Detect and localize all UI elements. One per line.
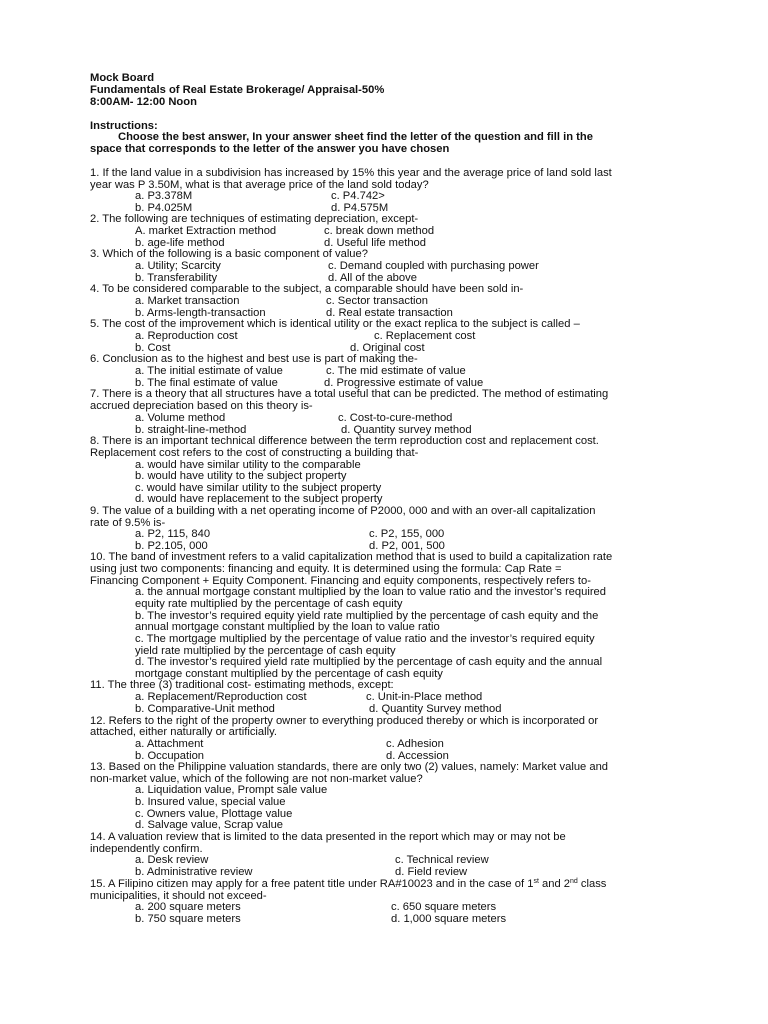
question-7-text: 7. There is a theory that all structures have a total useful that can be predicted. The method of estimating: [90, 388, 609, 400]
q11-option-c: c. Unit-in-Place method: [366, 691, 483, 703]
q7-option-b: b. straight-line-method: [135, 424, 247, 436]
question-10-text-cont-1: using just two components: financing and equity. It is determined using the formula: Cap Rate =: [90, 563, 562, 575]
question-12-text: 12. Refers to the right of the property owner to everything produced thereby or which is incorporated or: [90, 715, 599, 727]
question-9-text: 9. The value of a building with a net operating income of P2000, 000 and with an over-all capitalization: [90, 505, 596, 517]
q14-option-c: c. Technical review: [395, 854, 489, 866]
q2-option-a: A. market Extraction method: [135, 225, 277, 237]
q10-option-b: b. The investor’s required equity yield rate multiplied by the percentage of cash equity and the: [135, 610, 599, 622]
q5-option-d: d. Original cost: [350, 342, 425, 354]
q4-option-d: d. Real estate transaction: [326, 307, 453, 319]
q3-option-c: c. Demand coupled with purchasing power: [328, 260, 539, 272]
q1-option-c: c. P4.742>: [331, 190, 385, 202]
q15-text-part: 15. A Filipino citizen may apply for a free patent title under RA#10023 and in the case of 1: [90, 878, 534, 890]
q4-option-c: c. Sector transaction: [326, 295, 428, 307]
q8-option-a: a. would have similar utility to the comparable: [135, 459, 361, 471]
q8-option-d: d. would have replacement to the subject property: [135, 493, 383, 505]
q14-option-b: b. Administrative review: [135, 866, 253, 878]
q15-text-part: and 2: [538, 878, 570, 890]
q12-option-d: d. Accession: [386, 750, 449, 762]
q15-option-a: a. 200 square meters: [135, 901, 241, 913]
q4-option-a: a. Market transaction: [135, 295, 240, 307]
q6-option-c: c. The mid estimate of value: [326, 365, 466, 377]
superscript-st: st: [533, 878, 539, 885]
q5-option-a: a. Reproduction cost: [135, 330, 238, 342]
q14-option-a: a. Desk review: [135, 854, 209, 866]
q6-option-d: d. Progressive estimate of value: [324, 377, 484, 389]
question-9-text-cont: rate of 9.5% is-: [90, 517, 166, 529]
q7-option-c: c. Cost-to-cure-method: [338, 412, 453, 424]
question-8-text: 8. There is an important technical difference between the term reproduction cost and replacement cost.: [90, 435, 599, 447]
q11-option-d: d. Quantity Survey method: [369, 703, 502, 715]
q6-option-b: b. The final estimate of value: [135, 377, 278, 389]
question-2-text: 2. The following are techniques of estimating depreciation, except-: [90, 213, 419, 225]
question-4-text: 4. To be considered comparable to the subject, a comparable should have been sold in-: [90, 283, 524, 295]
question-12-text-cont: attached, either naturally or artificially.: [90, 726, 277, 738]
question-14-text: 14. A valuation review that is limited to the data presented in the report which may or may not be: [90, 831, 566, 843]
q10-option-b-cont: annual mortgage constant multiplied by the loan to value ratio: [135, 621, 440, 633]
question-15-text: [90, 878, 606, 890]
q12-option-a: a. Attachment: [135, 738, 204, 750]
q13-option-c: c. Owners value, Plottage value: [135, 808, 293, 820]
q10-option-d-cont: mortgage constant multiplied by the percentage of cash equity: [135, 668, 443, 680]
q13-option-d: d. Salvage value, Scrap value: [135, 819, 284, 831]
question-1-text-cont: year was P 3.50M, what is that average price of the land sold today?: [90, 179, 429, 191]
q5-option-b: b. Cost: [135, 342, 171, 354]
question-13-text-cont: non-market value, which of the following are not non-market value?: [90, 773, 423, 785]
q3-option-d: d. All of the above: [328, 272, 417, 284]
q5-option-c: c. Replacement cost: [374, 330, 476, 342]
q1-option-d: d. P4.575M: [331, 202, 389, 214]
q3-option-b: b. Transferability: [135, 272, 218, 284]
q15-text-part: class: [577, 878, 607, 890]
q7-option-a: a. Volume method: [135, 412, 226, 424]
q10-option-c: c. The mortgage multiplied by the percentage of value ratio and the investor’s required equity: [135, 633, 595, 645]
q15-option-d: d. 1,000 square meters: [391, 913, 507, 925]
question-7-text-cont: accrued depreciation based on this theory is-: [90, 400, 313, 412]
question-5-text: 5. The cost of the improvement which is identical utility or the exact replica to the subject is called –: [90, 318, 580, 330]
q7-option-d: d. Quantity survey method: [341, 424, 472, 436]
q10-option-a: a. the annual mortgage constant multiplied by the loan to value ratio and the investor’s required: [135, 586, 607, 598]
q2-option-b: b. age-life method: [135, 237, 225, 249]
question-8-text-cont: Replacement cost refers to the cost of constructing a building that-: [90, 447, 419, 459]
instructions-label: Instructions:: [90, 120, 158, 132]
question-10-text: 10. The band of investment refers to a valid capitalization method that is used to build a capitalization rate: [90, 551, 613, 563]
q6-option-a: a. The initial estimate of value: [135, 365, 283, 377]
instructions-line-1: Choose the best answer, In your answer sheet find the letter of the question and fill in the: [118, 131, 593, 143]
q14-option-d: d. Field review: [395, 866, 468, 878]
q13-option-b: b. Insured value, special value: [135, 796, 286, 808]
question-11-text: 11. The three (3) traditional cost- estimating methods, except:: [90, 679, 394, 691]
exam-time: 8:00AM- 12:00 Noon: [90, 96, 197, 108]
q10-option-a-cont: equity rate multiplied by the percentage of cash equity: [135, 598, 403, 610]
question-1-text: 1. If the land value in a subdivision has increased by 15% this year and the average price of land sold last: [90, 167, 612, 179]
question-10-text-cont-2: Financing Component + Equity Component. Financing and equity components, respectively refers to-: [90, 575, 591, 587]
q15-option-c: c. 650 square meters: [391, 901, 497, 913]
q9-option-a: a. P2, 115, 840: [135, 528, 211, 540]
q11-option-a: a. Replacement/Reproduction cost: [135, 691, 307, 703]
q2-option-d: d. Useful life method: [324, 237, 426, 249]
q4-option-b: b. Arms-length-transaction: [135, 307, 266, 319]
question-14-text-cont: independently confirm.: [90, 843, 203, 855]
instructions-line-2: space that corresponds to the letter of the answer you have chosen: [90, 143, 450, 155]
question-13-text: 13. Based on the Philippine valuation standards, there are only two (2) values, namely: Market value and: [90, 761, 609, 773]
q9-option-b: b. P2.105, 000: [135, 540, 208, 552]
superscript-nd: nd: [570, 878, 578, 885]
q9-option-d: d. P2, 001, 500: [369, 540, 445, 552]
q10-option-c-cont: yield rate multiplied by the percentage of cash equity: [135, 645, 396, 657]
q2-option-c: c. break down method: [324, 225, 435, 237]
q9-option-c: c. P2, 155, 000: [369, 528, 445, 540]
q1-option-a: a. P3.378M: [135, 190, 193, 202]
q12-option-b: b. Occupation: [135, 750, 205, 762]
exam-subject: Fundamentals of Real Estate Brokerage/ Appraisal-50%: [90, 84, 385, 96]
q11-option-b: b. Comparative-Unit method: [135, 703, 275, 715]
q3-option-a: a. Utility; Scarcity: [135, 260, 221, 272]
q1-option-b: b. P4.025M: [135, 202, 193, 214]
exam-title: Mock Board: [90, 72, 155, 84]
q12-option-c: c. Adhesion: [386, 738, 444, 750]
question-15-text-cont: municipalities, it should not exceed-: [90, 890, 267, 902]
q15-option-b: b. 750 square meters: [135, 913, 241, 925]
question-6-text: 6. Conclusion as to the highest and best use is part of making the-: [90, 353, 418, 365]
q10-option-d: d. The investor’s required yield rate multiplied by the percentage of cash equity and the annual: [135, 656, 603, 668]
q13-option-a: a. Liquidation value, Prompt sale value: [135, 784, 328, 796]
question-3-text: 3. Which of the following is a basic component of value?: [90, 248, 368, 260]
q8-option-b: b. would have utility to the subject property: [135, 470, 347, 482]
q8-option-c: c. would have similar utility to the subject property: [135, 482, 382, 494]
